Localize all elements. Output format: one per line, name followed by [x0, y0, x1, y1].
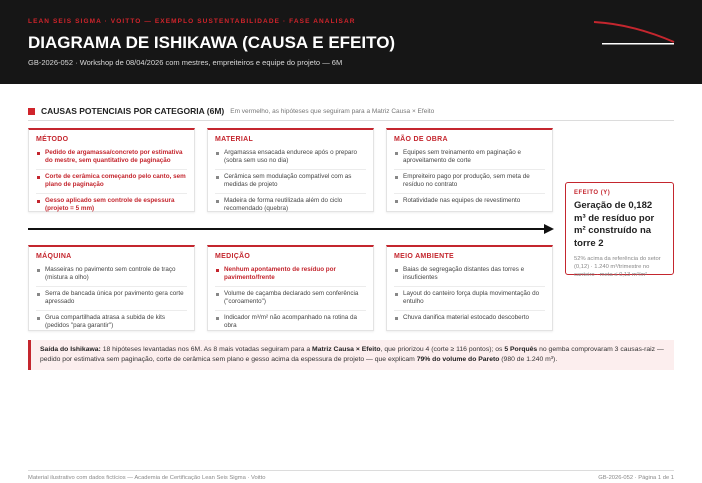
- cause-item: Grua compartilhada atrasa a subida de kits (pedidos "para garantir"): [36, 311, 187, 334]
- brand-swoosh-logo: [592, 20, 676, 46]
- summary-text: no gemba comprovaram 3 causas-raiz — pedido por estimativa sem paginação, corte de cerâmica sem plano e gesso acima da espessura de projeto — que explicam: [40, 346, 664, 363]
- category-title: MEIO AMBIENTE: [394, 253, 455, 260]
- summary-text: 18 hipóteses levantadas nos 6M. As 8 mais votadas seguiram para a: [100, 346, 313, 353]
- summary-label: Saída do Ishikawa:: [40, 346, 101, 353]
- page-header: [0, 0, 702, 84]
- cause-item: Indicador m³/m² não acompanhado na rotina da obra: [215, 311, 366, 334]
- effect-note: 52% acima da referência do setor (0,12) · 1.240 m³/trimestre no canteiro · meta ≤ 0,13 m³/m²: [574, 256, 661, 278]
- category-card-meio-ambiente: [386, 245, 553, 331]
- category-title: MATERIAL: [215, 136, 254, 143]
- cause-item: Masseiras no pavimento sem controle de traço (mistura a olho): [36, 263, 187, 287]
- section-marker-icon: [28, 108, 35, 115]
- category-title: MÉTODO: [36, 136, 69, 143]
- category-card-mao-de-obra: [386, 128, 553, 212]
- fishbone-spine: [28, 228, 546, 230]
- cause-item: Cerâmica sem modulação compatível com as medidas de projeto: [215, 170, 366, 194]
- section-heading: [28, 106, 434, 116]
- category-card-material: [207, 128, 374, 212]
- cause-item: Serra de bancada única por pavimento gera corte apressado: [36, 287, 187, 311]
- summary-emphasis: 5 Porquês: [504, 346, 538, 353]
- cause-item: Chuva danifica material estocado descoberto: [394, 311, 545, 325]
- ishikawa-output-summary: [28, 340, 674, 370]
- cause-item: Pedido de argamassa/concreto por estimativa do mestre, sem quantitativo de paginação: [36, 146, 187, 170]
- cause-item: Volume de caçamba declarado sem conferência ("coroamento"): [215, 287, 366, 311]
- category-card-medicao: [207, 245, 374, 331]
- cause-item: Equipes sem treinamento em paginação e aproveitamento de corte: [394, 146, 545, 170]
- footer-disclaimer: Material ilustrativo com dados fictícios — Academia de Certificação Lean Seis Sigma · Voitto: [28, 475, 266, 481]
- footer-page-info: GB-2026-052 · Página 1 de 1: [598, 475, 674, 481]
- spine-arrow-icon: [544, 224, 554, 234]
- footer-divider: [28, 470, 674, 471]
- category-card-maquina: [28, 245, 195, 331]
- effect-statement: Geração de 0,182 m³ de resíduo por m² construído na torre 2: [574, 200, 655, 249]
- effect-label: EFEITO (Y): [574, 190, 611, 196]
- page-title: DIAGRAMA DE ISHIKAWA (CAUSA E EFEITO): [28, 33, 396, 52]
- category-card-metodo: [28, 128, 195, 212]
- section-divider: [28, 120, 674, 121]
- cause-item: Madeira de forma reutilizada além do ciclo recomendado (quebra): [215, 194, 366, 217]
- category-title: MÁQUINA: [36, 253, 72, 260]
- cause-item: Layout do canteiro força dupla movimentação do entulho: [394, 287, 545, 311]
- category-title: MÃO DE OBRA: [394, 136, 448, 143]
- section-note: Em vermelho, as hipóteses que seguiram para a Matriz Causa × Efeito: [230, 107, 435, 115]
- section-title: CAUSAS POTENCIAIS POR CATEGORIA (6M): [41, 106, 225, 116]
- page-subtitle: GB-2026-052 · Workshop de 08/04/2026 com mestres, empreiteiros e equipe do projeto — 6M: [28, 58, 343, 67]
- effect-box: [565, 182, 674, 278]
- summary-emphasis: 79% do volume do Pareto: [416, 356, 500, 363]
- cause-item: Corte de cerâmica começando pelo canto, sem plano de paginação: [36, 170, 187, 194]
- cause-item: Gesso aplicado sem controle de espessura (projeto = 5 mm): [36, 194, 187, 217]
- cause-item: Nenhum apontamento de resíduo por pavimento/frente: [215, 263, 366, 287]
- summary-emphasis: Matriz Causa × Efeito: [312, 346, 381, 353]
- category-title: MEDIÇÃO: [215, 253, 251, 260]
- cause-item: Empreiteiro pago por produção, sem meta de resíduo no contrato: [394, 170, 545, 194]
- cause-item: Argamassa ensacada endurece após o preparo (sobra sem uso no dia): [215, 146, 366, 170]
- cause-item: Rotatividade nas equipes de revestimento: [394, 194, 545, 208]
- header-kicker: LEAN SEIS SIGMA · VOITTO — EXEMPLO SUSTENTABILIDADE · FASE ANALISAR: [28, 18, 356, 25]
- cause-item: Baias de segregação distantes das torres e insuficientes: [394, 263, 545, 287]
- summary-text: (980 de 1.240 m³).: [499, 356, 558, 363]
- summary-text: , que priorizou 4 (corte ≥ 116 pontos); os: [380, 346, 505, 353]
